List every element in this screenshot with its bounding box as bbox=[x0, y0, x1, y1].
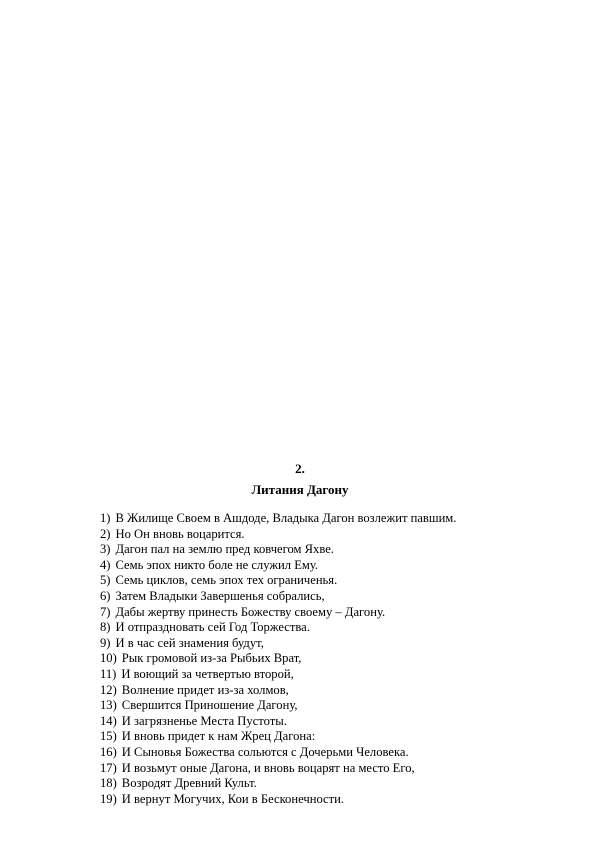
litany-line-number: 14) bbox=[100, 713, 117, 728]
litany-line-number: 7) bbox=[100, 604, 111, 619]
litany-line bbox=[100, 605, 560, 621]
litany-line bbox=[100, 589, 560, 605]
litany-line-number: 11) bbox=[100, 666, 117, 681]
litany-line-text: Волнение придет из-за холмов, bbox=[121, 682, 289, 697]
litany-line-number: 3) bbox=[100, 542, 111, 557]
litany-line bbox=[100, 729, 560, 745]
litany-line-text: Семь эпох никто боле не служил Ему. bbox=[115, 557, 319, 572]
litany-line-number: 4) bbox=[100, 557, 111, 572]
litany-line-text: И отпраздновать сей Год Торжества. bbox=[115, 620, 310, 635]
litany-line-number: 10) bbox=[100, 651, 117, 666]
litany-line-number: 1) bbox=[100, 511, 111, 525]
litany-line-number: 17) bbox=[100, 760, 117, 775]
litany-line bbox=[100, 792, 560, 808]
litany-line-number: 15) bbox=[100, 729, 117, 744]
litany-line-text: Дагон пал на землю пред ковчегом Яхве. bbox=[115, 542, 334, 557]
litany-line-number: 2) bbox=[100, 526, 111, 541]
litany-line-number: 18) bbox=[100, 776, 117, 791]
section-heading bbox=[0, 458, 600, 500]
litany-line-number: 9) bbox=[100, 635, 111, 650]
litany-line bbox=[100, 527, 560, 543]
litany-line bbox=[100, 745, 560, 761]
litany-line-number: 13) bbox=[100, 698, 117, 713]
litany-line-number: 5) bbox=[100, 573, 111, 588]
litany-line bbox=[100, 558, 560, 574]
litany-line-number: 16) bbox=[100, 744, 117, 759]
litany-line bbox=[100, 667, 560, 683]
section-number: 2. bbox=[295, 461, 305, 476]
litany-line-number: 6) bbox=[100, 588, 111, 603]
litany-line bbox=[100, 573, 560, 589]
litany-line-text: И вернут Могучих, Кои в Бесконечности. bbox=[121, 791, 345, 806]
litany-line-text: Свершится Приношение Дагону, bbox=[121, 698, 298, 713]
litany-line-number: 19) bbox=[100, 791, 117, 806]
litany-list bbox=[100, 511, 560, 807]
litany-line-text: И в час сей знамения будут, bbox=[115, 635, 264, 650]
litany-line bbox=[100, 511, 560, 527]
litany-line-text: И загрязненье Места Пустоты. bbox=[121, 713, 287, 728]
litany-line-text: И воющий за четвертью второй, bbox=[121, 666, 294, 681]
litany-line-text: Затем Владыки Завершенья собрались, bbox=[115, 588, 325, 603]
litany-line-text: Но Он вновь воцарится. bbox=[115, 526, 245, 541]
litany-line bbox=[100, 714, 560, 730]
litany-line bbox=[100, 683, 560, 699]
litany-line bbox=[100, 651, 560, 667]
litany-line bbox=[100, 636, 560, 652]
litany-line bbox=[100, 698, 560, 714]
litany-line-text: И Сыновья Божества сольются с Дочерьми Человека. bbox=[121, 744, 409, 759]
litany-line-text: И возьмут оные Дагона, и вновь воцарят на место Его, bbox=[121, 760, 415, 775]
litany-line bbox=[100, 620, 560, 636]
litany-line bbox=[100, 542, 560, 558]
litany-line-text: Дабы жертву принесть Божеству своему – Дагону. bbox=[115, 604, 386, 619]
litany-line bbox=[100, 776, 560, 792]
litany-line-text: Семь циклов, семь эпох тех ограниченья. bbox=[115, 573, 338, 588]
litany-line-text: В Жилище Своем в Ашдоде, Владыка Дагон возлежит павшим. bbox=[115, 511, 457, 525]
litany-line-text: Рык громовой из-за Рыбьих Врат, bbox=[121, 651, 302, 666]
litany-line-number: 8) bbox=[100, 620, 111, 635]
litany-line-number: 12) bbox=[100, 682, 117, 697]
litany-line bbox=[100, 761, 560, 777]
section-title: Литания Дагону bbox=[251, 482, 349, 497]
litany-line-text: Возродят Древний Культ. bbox=[121, 776, 257, 791]
litany-line-text: И вновь придет к нам Жрец Дагона: bbox=[121, 729, 316, 744]
